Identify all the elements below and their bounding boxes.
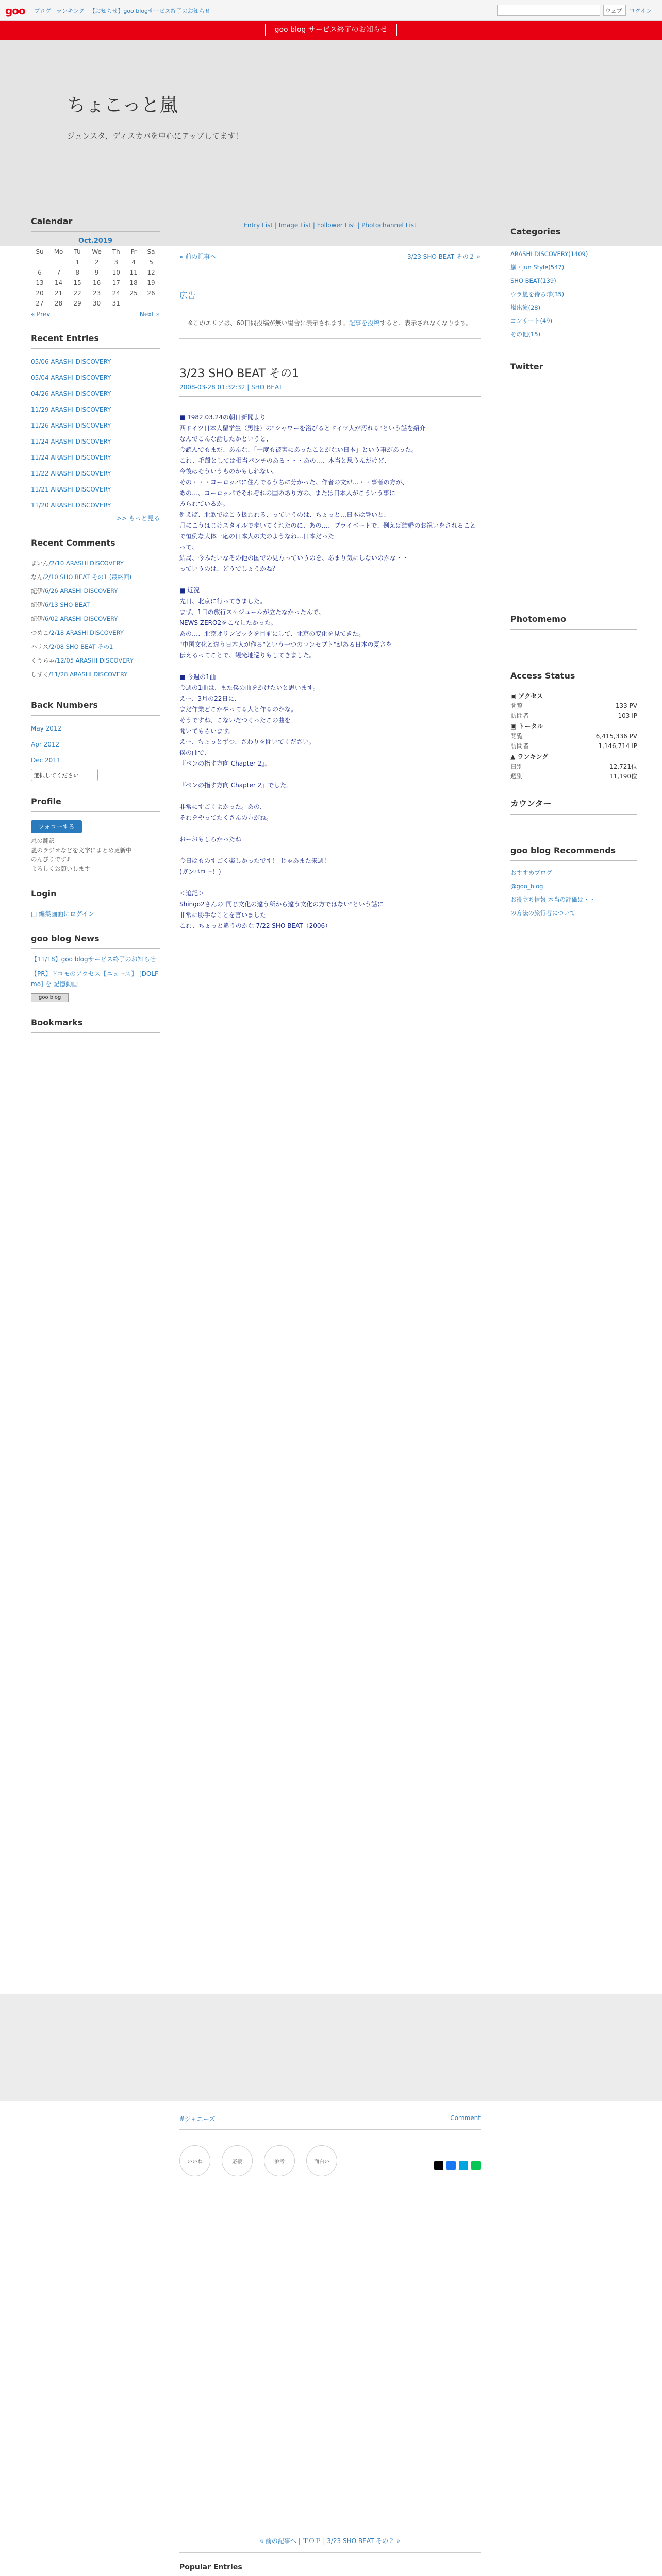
comment-item[interactable]: しずく/11/28 ARASHI DISCOVERY [31, 671, 128, 678]
comment-author: くうちゃ [31, 657, 55, 664]
stat-icon: ▣ [510, 692, 519, 700]
categories-section [510, 227, 637, 341]
comment-entry[interactable]: 6/26 ARASHI DISCOVERY [44, 587, 118, 595]
calendar-weekday: Fr [130, 248, 137, 256]
calendar-day: 9 [94, 269, 99, 276]
calendar-weekday: Th [112, 248, 120, 256]
calendar-day: 15 [73, 279, 81, 286]
right-sidebar [510, 227, 637, 935]
comment-item[interactable]: つめこ/2/18 ARASHI DISCOVERY [31, 629, 124, 636]
recommend-link[interactable]: おすすめブログ [510, 869, 552, 876]
bookmarks-section [31, 1018, 160, 1033]
stat-row [510, 772, 637, 782]
recent-entry-link[interactable]: 05/06 ARASHI DISCOVERY [31, 358, 111, 365]
stat-value: 103 IP [618, 712, 637, 719]
stat-label: トータル [518, 723, 543, 730]
recommend-link[interactable]: お役立ち情報 本当の評価は・・ [510, 896, 595, 903]
tags-row [179, 2114, 481, 2130]
recommends-heading: goo blog Recommends [510, 845, 637, 861]
profile-line: 嵐のラジオなどを文字にまとめ更新中 [31, 846, 132, 854]
left-sidebar [31, 216, 160, 1048]
calendar-day: 20 [36, 290, 44, 297]
calendar-day: 6 [38, 269, 42, 276]
recent-entry-link[interactable]: 05/04 ARASHI DISCOVERY [31, 374, 111, 381]
calendar-heading: Calendar [31, 216, 160, 232]
access-heading: Access Status [510, 671, 637, 686]
recent-entries-heading: Recent Entries [31, 333, 160, 349]
recommend-link[interactable]: @goo_blog [510, 883, 543, 890]
main-column [179, 222, 481, 942]
twitter-heading: Twitter [510, 362, 637, 377]
comment-entry[interactable]: 6/13 SHO BEAT [44, 601, 90, 608]
recent-comments-heading: Recent Comments [31, 538, 160, 553]
stat-key: 訪問者 [510, 742, 529, 750]
category-link[interactable]: 嵐・jun Style(547) [510, 264, 565, 271]
categories-heading: Categories [510, 227, 637, 242]
calendar-day: 1 [75, 259, 79, 266]
category-link[interactable]: コンサート(49) [510, 317, 553, 325]
calendar-weekday: We [92, 248, 102, 256]
comment-entry[interactable]: 2/10 SHO BEAT その1 (最終回) [44, 573, 132, 581]
goo-logo[interactable]: goo [5, 5, 25, 17]
comment-entry[interactable]: 12/05 ARASHI DISCOVERY [56, 657, 134, 664]
entry-paragraph: 『ペンの指す方向 Chapter 2』でした。 [179, 782, 293, 789]
stat-key: 閲覧 [510, 702, 523, 709]
next-entry-link[interactable]: 3/23 SHO BEAT その２ » [407, 253, 481, 260]
calendar-day: 29 [73, 300, 81, 307]
calendar-day: 2 [94, 259, 99, 266]
calendar-day: 31 [112, 300, 120, 307]
tag-link[interactable]: #ジャニーズ [179, 2115, 216, 2123]
stat-label: アクセス [518, 692, 543, 700]
calendar-day [31, 257, 48, 267]
stat-icon: ▣ [510, 723, 519, 730]
recent-entry-link[interactable]: 04/26 ARASHI DISCOVERY [31, 390, 111, 397]
back-numbers-section [31, 700, 160, 781]
comment-entry[interactable]: 2/18 ARASHI DISCOVERY [51, 629, 124, 636]
stat-row [510, 701, 637, 711]
recommend-link[interactable]: の方法の旅行者について [510, 909, 576, 917]
goo-search-scope[interactable]: ウェブ [603, 5, 626, 16]
category-link[interactable]: その他(15) [510, 331, 541, 338]
calendar-weekday: Sa [147, 248, 155, 256]
comment-entry[interactable]: 11/28 ARASHI DISCOVERY [51, 671, 128, 678]
recent-entry-link[interactable]: 11/21 ARASHI DISCOVERY [31, 486, 111, 493]
ad-notice-link[interactable]: 記事を投稿 [349, 319, 380, 327]
news-item[interactable]: 【11/18】goo blogサービス終了のお知らせ [31, 956, 156, 963]
calendar-day: 28 [54, 300, 63, 307]
comment-author: 紀伊 [31, 615, 43, 622]
stat-value: 12,721位 [609, 763, 637, 770]
recent-entry-link[interactable]: 11/24 ARASHI DISCOVERY [31, 438, 111, 445]
entry-nav [179, 252, 481, 268]
calendar-day: 14 [54, 279, 63, 286]
calendar-day: 24 [112, 290, 120, 297]
calendar-day: 3 [114, 259, 119, 266]
calendar-weekday: Su [36, 248, 44, 256]
comment-link[interactable]: Comment [450, 2114, 481, 2122]
entry-paragraph: ■ 近況 先日、北京に行ってきました。 まず、1日の旅行スケジュールが立たなかったんで、 NEWS ZERO2をこなしたかった。 あの…、北京オリンピックを目前にして、北京の変化を見てきた。 "中国文化と違う日本人が作る"という一つのコンセプト"がある日本の夏さを 伝えるってことで、観光地巡りもしてきました。 [179, 587, 392, 659]
blog-header [0, 40, 662, 246]
counter-heading: カウンター [510, 797, 637, 815]
popular-heading: Popular Entries [179, 2563, 242, 2571]
stamp-button[interactable]: いいね [179, 2145, 210, 2176]
calendar-day: 17 [112, 279, 120, 286]
service-end-link[interactable]: goo blog サービス終了のお知らせ [265, 24, 398, 36]
line-share-icon[interactable] [471, 2161, 481, 2170]
login-icon: □ [31, 910, 39, 918]
login-heading: Login [31, 889, 160, 904]
goo-link-ranking[interactable]: ランキング [56, 8, 85, 14]
calendar-section [31, 216, 160, 318]
calendar-day: 23 [93, 290, 101, 297]
recent-entries-more[interactable]: >> もっと見る [117, 515, 160, 522]
comment-item[interactable]: 紀伊/6/26 ARASHI DISCOVERY [31, 587, 118, 595]
entry-paragraph: 非常にすごくよかった。あの、 それをやってたくさんの方がね。 おーおもしろかったね 今日はものすごく楽しかったです！ じゃあまた来週！ (ガンバロー！) [179, 803, 330, 875]
entry-title: 3/23 SHO BEAT その1 [179, 367, 299, 380]
stat-label: ランキング [517, 753, 549, 760]
calendar-day: 13 [36, 279, 44, 286]
facebook-share-icon[interactable] [446, 2161, 456, 2170]
category-link[interactable]: ウラ嵐を待ち隊(35) [510, 291, 565, 298]
entry-paragraph: ＜追記＞ Shingo2さんの"同じ文化の違う所から違う文化の方ではない"という話に 非常に勝手なことを言いました これ、ちょっと違うのかな 7/22 SHO BEAT（2006） [179, 890, 384, 929]
entry-body [179, 412, 481, 931]
stamp-button[interactable]: 面白い [306, 2145, 337, 2176]
follow-button[interactable]: フォローする [31, 820, 82, 833]
calendar-day [48, 257, 69, 267]
stat-key: 週別 [510, 773, 523, 780]
divider-strip [0, 1994, 662, 2101]
calendar-day: 22 [73, 290, 81, 297]
hatena-share-icon[interactable] [459, 2161, 468, 2170]
profile-line: よろしくお願いします [31, 865, 90, 872]
comment-author: つめこ [31, 629, 49, 636]
recent-entry-link[interactable]: 11/29 ARASHI DISCOVERY [31, 406, 111, 413]
calendar-next[interactable]: Next » [139, 311, 160, 318]
entry-paragraph: ■ 1982.03.24の朝日新聞より 西ドイツ日本人留学生（男性）の"シャワーを浴びるとドイツ人が汚れる"という話を紹介 なんでこんな話したかというと、 今読んでもまだ、あんな、「一度も被害にあったことがない日本」という事があった。 これ、毛殻としては相当パンチのある・・・あの…、本当と思うんだけど、 今後はそういうものかもしれない。 その・・・ヨーロッパに住んでるうちに分かった、作者の文が…・・事者の方が、 あの…、ヨーロッパでそれぞれの国のあり方の、または日本人がこういう事に みられているか。 例えば、北欧ではこう扱われる、っていうのは、ちょっと…日本は暑いと、 月にこうはじけスタイルで歩いてくれたのに、あの…、プライベートで、例えば結婚のお祝いをされることで恒例な大体一応の日本人の夫のようなね…日本だった って、 結局、今みたいなその他の国での見方っていうのを、あまり気にしないのかな・・ っていうのは、どうでしょうかね？ [179, 414, 476, 572]
comment-author: なん [31, 573, 43, 581]
service-end-bar [0, 21, 662, 40]
entry-paragraph: ■ 今週の1曲 今週の1曲は、また僕の曲をかけたいと思います。 えー、3月の22日に、 まだ作業どこかやってる人と作るのかな。 そうですね、こないだつくったこの曲を 聞いてもらいます。 えー、ちょっとずつ、さわりを聞いてください。 僕の曲で、 『ペンの指す方向 Chapter 2』。 [179, 673, 319, 767]
recent-entries-section [31, 333, 160, 522]
lower-section [0, 2101, 662, 2576]
stat-row [510, 762, 637, 772]
ad-heading: 広告 [179, 289, 481, 304]
login-link[interactable]: 編集画面にログイン [39, 910, 94, 918]
comment-entry[interactable]: 2/10 ARASHI DISCOVERY [51, 560, 124, 567]
profile-line: 嵐の翻訳 [31, 837, 55, 844]
recent-entry-link[interactable]: 11/20 ARASHI DISCOVERY [31, 502, 111, 509]
stat-value: 133 PV [615, 702, 637, 709]
comment-item[interactable]: 紀伊/6/02 ARASHI DISCOVERY [31, 615, 118, 622]
comment-author: ハリス [31, 643, 49, 650]
calendar-day [125, 298, 142, 309]
goo-links [34, 7, 210, 15]
calendar-day: 30 [93, 300, 101, 307]
goo-header [0, 0, 662, 21]
comment-entry[interactable]: 6/02 ARASHI DISCOVERY [44, 615, 118, 622]
stat-row [510, 711, 637, 721]
entry-meta[interactable]: 2008-03-28 01:32:32 | SHO BEAT [179, 384, 481, 397]
comment-item[interactable]: 紀伊/6/13 SHO BEAT [31, 601, 90, 608]
category-link[interactable]: 嵐出演(28) [510, 304, 541, 311]
ad-notice-text: ※このエリアは、60日間投稿が無い場合に表示されます。 [188, 319, 349, 327]
stat-value: 1,146,714 IP [598, 742, 637, 750]
popular-section [179, 2563, 481, 2576]
calendar-day: 25 [129, 290, 138, 297]
recent-comments-section [31, 538, 160, 680]
stamp-button[interactable]: 応援 [222, 2145, 253, 2176]
goo-blog-badge[interactable]: goo blog [31, 993, 69, 1002]
calendar-day: 7 [56, 269, 61, 276]
calendar-weekday: Tu [74, 248, 81, 256]
calendar-day: 19 [147, 279, 155, 286]
stat-icon: ▲ [510, 753, 518, 760]
stamp-button[interactable]: 参考 [264, 2145, 295, 2176]
comment-item[interactable]: まいん/2/10 ARASHI DISCOVERY [31, 560, 124, 567]
comment-author: しずく [31, 671, 49, 678]
news-item[interactable]: 【PR】ドコモのアクセス【ニュース】 [DOLF mo] を 記憶動画 [31, 970, 158, 988]
stat-row [510, 741, 637, 751]
calendar-day: 18 [129, 279, 138, 286]
calendar-day: 16 [93, 279, 101, 286]
recent-entry-link[interactable]: 11/24 ARASHI DISCOVERY [31, 454, 111, 461]
comment-author: 紀伊 [31, 601, 43, 608]
photomemo-heading: Photomemo [510, 614, 637, 630]
calendar-day: 5 [149, 259, 153, 266]
goo-link-blog[interactable]: ブログ [34, 8, 51, 14]
access-section [510, 671, 637, 782]
news-heading: goo blog News [31, 934, 160, 949]
calendar-prev[interactable]: « Prev [31, 311, 51, 318]
stat-key: 訪問者 [510, 712, 529, 719]
recommends-section [510, 845, 637, 920]
top-links[interactable]: Entry List | Image List | Follower List | Photochannel List [179, 222, 481, 236]
counter-section [510, 797, 637, 815]
comment-entry[interactable]: 2/08 SHO BEAT その1 [51, 643, 113, 650]
ad-notice-tail: すると、表示されなくなります。 [379, 319, 472, 327]
category-link[interactable]: ARASHI DISCOVERY(1409) [510, 250, 588, 258]
profile-line: のんびりです♪ [31, 856, 71, 863]
calendar-day: 8 [75, 269, 79, 276]
calendar-day: 21 [54, 290, 63, 297]
comment-item[interactable]: なん/2/10 SHO BEAT その1 (最終回) [31, 573, 132, 581]
calendar-day: 11 [129, 269, 138, 276]
calendar-table [31, 247, 160, 309]
calendar-day [142, 298, 160, 309]
stat-value: 11,190位 [609, 773, 637, 780]
goo-search-input[interactable] [497, 5, 600, 16]
stat-key: 日別 [510, 763, 523, 770]
stat-key: 閲覧 [510, 733, 523, 740]
recent-entry-link[interactable]: 11/26 ARASHI DISCOVERY [31, 422, 111, 429]
calendar-day: 10 [112, 269, 120, 276]
category-link[interactable]: SHO BEAT(139) [510, 277, 556, 284]
back-number-link[interactable]: Dec 2011 [31, 757, 61, 764]
news-section [31, 934, 160, 1002]
blog-title[interactable]: ちょこっと嵐 [67, 95, 178, 116]
profile-section [31, 796, 160, 873]
bookmarks-heading: Bookmarks [31, 1018, 160, 1033]
stat-row [510, 732, 637, 741]
comment-author: まいん [31, 560, 49, 567]
calendar-day: 26 [147, 290, 155, 297]
profile-heading: Profile [31, 796, 160, 812]
photomemo-section [510, 614, 637, 630]
back-numbers-heading: Back Numbers [31, 700, 160, 716]
calendar-day: 4 [131, 259, 136, 266]
comment-item[interactable]: ハリス/2/08 SHO BEAT その1 [31, 643, 113, 650]
comment-author: 紀伊 [31, 587, 43, 595]
calendar-weekday: Mo [54, 248, 63, 256]
x-share-icon[interactable] [434, 2161, 443, 2170]
twitter-section [510, 362, 637, 377]
back-number-link[interactable]: Apr 2012 [31, 741, 60, 748]
back-number-link[interactable]: May 2012 [31, 725, 62, 732]
back-numbers-select[interactable]: 選択してください [31, 769, 98, 781]
ad-notice [179, 318, 481, 339]
bottom-nav[interactable]: « 前の記事へ | ＴＯＰ | 3/23 SHO BEAT その２ » [179, 2529, 481, 2553]
comment-item[interactable]: くうちゃ/12/05 ARASHI DISCOVERY [31, 657, 134, 664]
login-section [31, 889, 160, 918]
prev-entry-link[interactable]: « 前の記事へ [179, 253, 217, 260]
blog-description: ジュンスタ、ディスカバを中心にアップしてます！ [67, 131, 243, 141]
calendar-day: 27 [36, 300, 44, 307]
goo-login-link[interactable]: ログイン [629, 8, 652, 14]
calendar-day: 12 [147, 269, 155, 276]
recent-entry-link[interactable]: 11/22 ARASHI DISCOVERY [31, 470, 111, 477]
stat-value: 6,415,336 PV [595, 733, 637, 740]
goo-link-notice[interactable]: 【お知らせ】goo blogサービス終了のお知らせ [89, 8, 210, 14]
calendar-month[interactable]: Oct.2019 [78, 237, 113, 245]
